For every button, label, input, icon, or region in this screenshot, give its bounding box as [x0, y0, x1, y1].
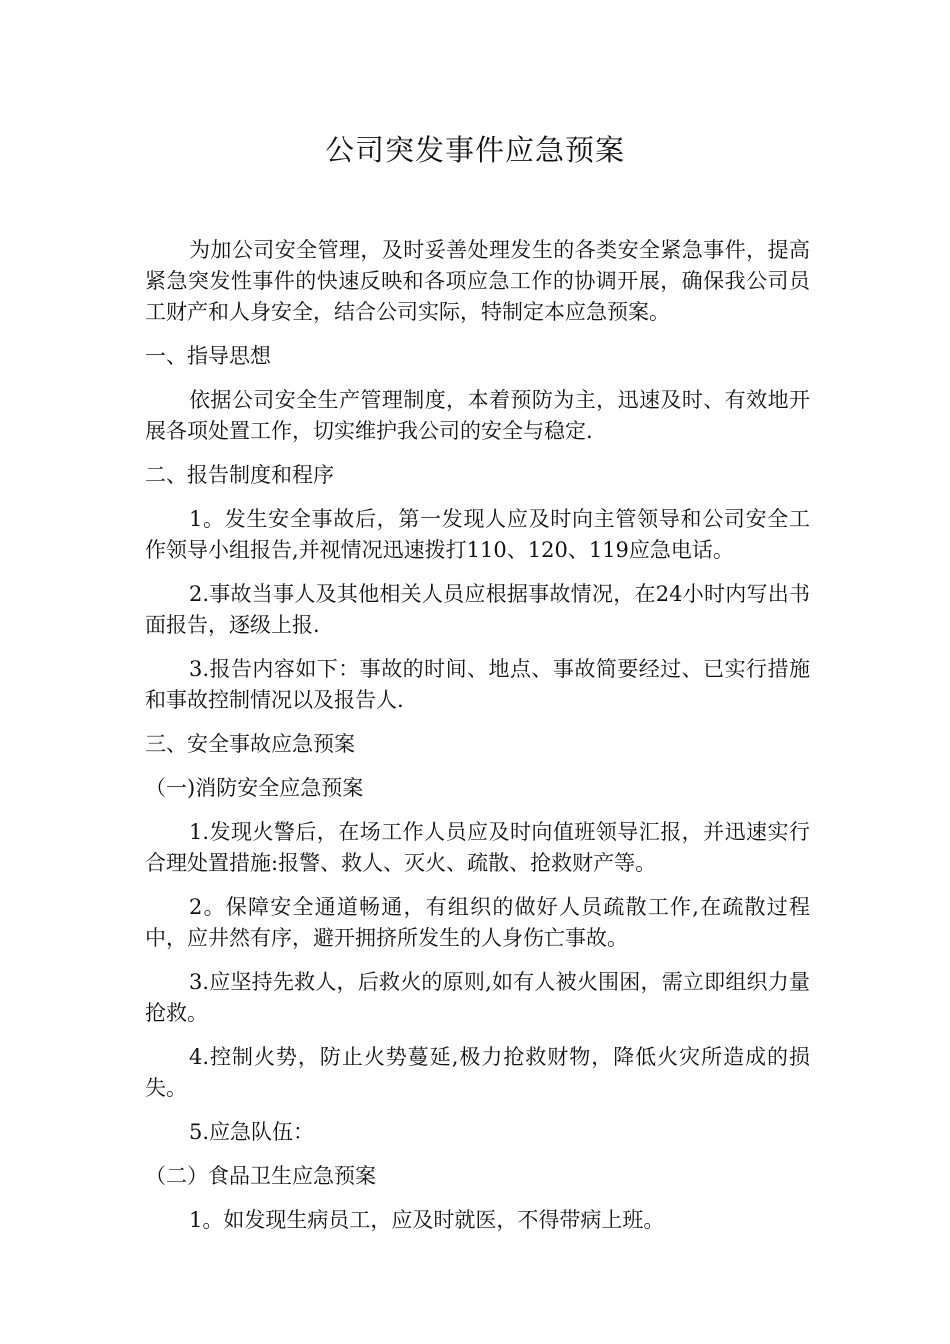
- document-body: [145, 235, 810, 1236]
- food-item-1: 1。如发现生病员工，应及时就医，不得带病上班。: [189, 1208, 665, 1232]
- reporting-item-3: 3.报告内容如下：事故的时间、地点、事故简要经过、已实行措施和事故控制情况以及报告人.: [145, 657, 810, 712]
- fire-item-4: 4.控制火势，防止火势蔓延,极力抢救财物，降低火灾所造成的损失。: [145, 1045, 810, 1100]
- guiding-ideology-paragraph: 依据公司安全生产管理制度，本着预防为主，迅速及时、有效地开展各项处置工作，切实维护我公司的安全与稳定.: [145, 388, 810, 443]
- reporting-item-2: 2.事故当事人及其他相关人员应根据事故情况，在24小时内写出书面报告，逐级上报.: [145, 582, 810, 637]
- fire-item-3: 3.应坚持先救人，后救火的原则,如有人被火围困，需立即组织力量抢救。: [145, 970, 810, 1025]
- fire-item-5: 5.应急队伍：: [189, 1120, 315, 1144]
- fire-item-1: 1.发现火警后，在场工作人员应及时向值班领导汇报，并迅速实行合理处置措施:报警、救人、灭火、疏散、抢救财产等。: [145, 820, 810, 875]
- section-heading-reporting: 二、报告制度和程序: [145, 463, 334, 487]
- section-heading-emergency-plan: 三、安全事故应急预案: [145, 732, 355, 756]
- subsection-heading-fire-safety: （一)消防安全应急预案: [145, 776, 364, 800]
- reporting-item-1: 1。发生安全事故后，第一发现人应及时向主管领导和公司安全工作领导小组报告,并视情况迅速拨打110、120、119应急电话。: [145, 507, 810, 562]
- document-title: 公司突发事件应急预案: [324, 133, 625, 167]
- fire-item-2: 2。保障安全通道畅通，有组织的做好人员疏散工作,在疏散过程中，应井然有序，避开拥挤所发生的人身伤亡事故。: [145, 895, 810, 950]
- intro-paragraph: 为加公司安全管理，及时妥善处理发生的各类安全紧急事件，提高紧急突发性事件的快速反映和各项应急工作的协调开展，确保我公司员工财产和人身安全，结合公司实际，特制定本应急预案。: [145, 238, 810, 324]
- subsection-heading-food-hygiene: （二）食品卫生应急预案: [145, 1164, 376, 1188]
- section-heading-guiding-ideology: 一、指导思想: [145, 344, 271, 368]
